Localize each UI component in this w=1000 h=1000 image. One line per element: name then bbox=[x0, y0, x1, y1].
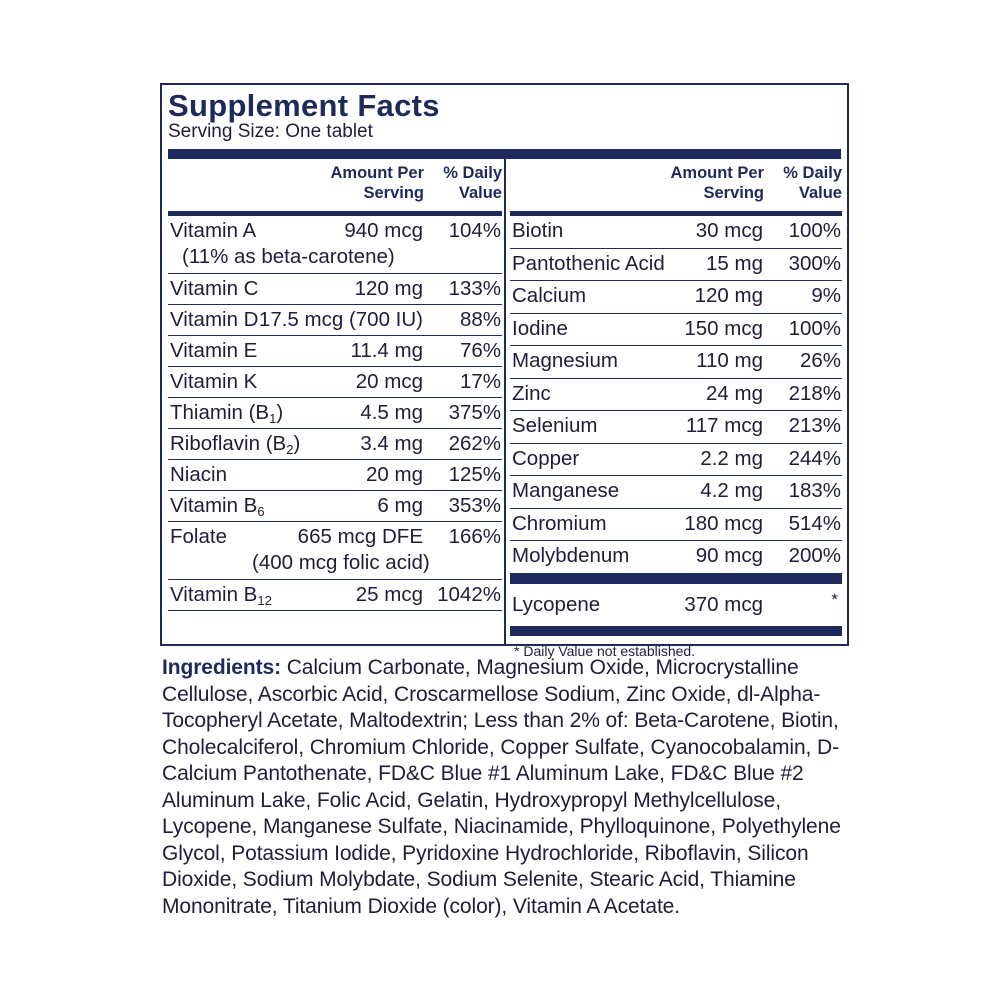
nutrient-row bbox=[168, 429, 502, 460]
nutrient-daily-value: 17% bbox=[459, 370, 501, 393]
nutrient-daily-value: 125% bbox=[448, 463, 501, 486]
right-nutrient-column bbox=[510, 159, 842, 660]
nutrient-name: Biotin bbox=[512, 219, 564, 242]
ingredients-list: Calcium Carbonate, Magnesium Oxide, Microcrystalline Cellulose, Ascorbic Acid, Croscarmellose Sodium, Zinc Oxide, dl-Alpha-Tocopheryl Acetate, Maltodextrin; Less than 2% of: Beta-Carotene, Biotin, Cholecalciferol, Chromium Chloride, Copper Sulfate, Cyanocobalamin, D-Calcium Pantothenate, FD&C Blue #1 Aluminum Lake, FD&C Blue #2 Aluminum Lake, Folic Acid, Gelatin, Hydroxypropyl Methylcellulose, Lycopene, Manganese Sulfate, Niacinamide, Phylloquinone, Polyethylene Glycol, Potassium Iodide, Pyridoxine Hydrochloride, Riboflavin, Silicon Dioxide, Sodium Molybdate, Sodium Selenite, Stearic Acid, Thiamine Mononitrate, Titanium Dioxide (color), Vitamin A Acetate. bbox=[162, 656, 841, 918]
nutrient-row bbox=[168, 398, 502, 429]
nutrient-daily-value: 200% bbox=[788, 544, 841, 567]
nutrient-daily-value: 353% bbox=[448, 494, 501, 517]
nutrient-amount: 3.4 mg bbox=[360, 432, 423, 455]
nutrient-daily-value: 26% bbox=[799, 349, 841, 372]
nutrient-daily-value: 88% bbox=[459, 308, 501, 331]
nutrient-name: Magnesium bbox=[512, 349, 618, 372]
nutrient-daily-value: * bbox=[831, 589, 838, 609]
bottom-divider-bar bbox=[510, 626, 842, 636]
nutrient-amount: 370 mcg bbox=[684, 592, 763, 616]
nutrient-name: Manganese bbox=[512, 479, 620, 502]
nutrient-row bbox=[510, 314, 842, 347]
nutrient-note: (400 mcg folic acid) bbox=[252, 551, 430, 574]
nutrient-amount: 4.2 mg bbox=[700, 479, 763, 502]
nutrient-name: Thiamin $(B_1)$ bbox=[170, 401, 284, 426]
nutrient-daily-value: 244% bbox=[788, 446, 841, 470]
right-rows bbox=[510, 216, 842, 574]
nutrient-row bbox=[510, 476, 842, 509]
nutrient-name: Vitamin E bbox=[170, 339, 258, 362]
nutrient-amount: 940 mcg bbox=[344, 219, 423, 242]
daily-value-header: % Daily Value bbox=[443, 164, 502, 202]
nutrient-row bbox=[168, 491, 502, 522]
nutrient-amount: 665 mcg DFE bbox=[297, 525, 423, 548]
amount-header: Amount Per Serving bbox=[670, 164, 764, 202]
nutrient-amount: 120 mg bbox=[354, 277, 423, 300]
nutrient-row bbox=[510, 379, 842, 412]
nutrient-name: Riboflavin $(B_2)$ bbox=[170, 432, 301, 457]
nutrient-daily-value: 76% bbox=[459, 339, 501, 362]
top-divider-bar bbox=[168, 149, 841, 159]
nutrient-row bbox=[510, 444, 842, 477]
nutrient-daily-value: 262% bbox=[448, 432, 501, 455]
footnote: * Daily Value not established. bbox=[514, 642, 696, 659]
nutrient-row bbox=[168, 216, 502, 274]
nutrient-amount: 20 mg bbox=[366, 463, 423, 486]
nutrient-name: Vitamin C bbox=[170, 277, 259, 300]
nutrient-amount: 2.2 mg bbox=[700, 446, 763, 470]
nutrient-daily-value: 375% bbox=[448, 401, 501, 424]
serving-size: Serving Size: One tablet bbox=[168, 121, 373, 142]
nutrient-row bbox=[510, 281, 842, 314]
nutrient-daily-value: 104% bbox=[448, 219, 501, 242]
nutrient-name: Zinc bbox=[512, 381, 551, 405]
nutrient-amount: 25 mcg bbox=[355, 583, 423, 606]
nutrient-name: Chromium bbox=[512, 511, 607, 535]
nutrient-name: Molybdenum bbox=[512, 544, 630, 567]
nutrient-row bbox=[168, 460, 502, 491]
lycopene-divider-bar bbox=[510, 574, 842, 584]
nutrient-daily-value: 514% bbox=[788, 511, 841, 535]
nutrient-row bbox=[168, 580, 502, 611]
nutrient-amount: 180 mcg bbox=[684, 511, 763, 535]
nutrient-amount: 30 mcg bbox=[695, 219, 763, 242]
nutrient-row bbox=[168, 522, 502, 580]
nutrient-amount: 15 mg bbox=[706, 251, 763, 275]
nutrient-row bbox=[510, 216, 842, 249]
nutrient-name: Copper bbox=[512, 446, 580, 470]
panel-title: Supplement Facts bbox=[168, 88, 440, 123]
nutrient-daily-value: 183% bbox=[788, 479, 841, 502]
column-divider bbox=[504, 159, 506, 644]
nutrient-daily-value: 166% bbox=[448, 525, 501, 548]
nutrient-row bbox=[510, 411, 842, 444]
amount-header: Amount Per Serving bbox=[330, 164, 424, 202]
nutrient-name: Vitamin K bbox=[170, 370, 258, 393]
nutrient-row bbox=[510, 249, 842, 282]
nutrient-row bbox=[168, 336, 502, 367]
nutrient-name: Selenium bbox=[512, 414, 598, 437]
nutrient-amount: 17.5 mcg (700 IU) bbox=[258, 308, 423, 331]
nutrient-amount: 120 mg bbox=[694, 284, 763, 307]
nutrient-amount: 110 mg bbox=[696, 349, 763, 372]
nutrient-amount: 24 mg bbox=[706, 381, 763, 405]
nutrient-row bbox=[168, 305, 502, 336]
nutrient-amount: 20 mcg bbox=[355, 370, 423, 393]
nutrient-name: Folate bbox=[170, 525, 227, 548]
nutrient-row bbox=[168, 367, 502, 398]
nutrient-name: Calcium bbox=[512, 284, 587, 307]
nutrient-daily-value: 9% bbox=[811, 284, 841, 307]
nutrient-note: (11% as beta-carotene) bbox=[182, 245, 395, 268]
nutrient-row bbox=[510, 509, 842, 542]
nutrient-row bbox=[510, 541, 842, 574]
nutrient-name: Iodine bbox=[512, 316, 568, 340]
left-column-header bbox=[168, 159, 502, 211]
nutrient-daily-value: 1042% bbox=[437, 583, 501, 606]
nutrient-daily-value: 133% bbox=[448, 277, 501, 300]
nutrient-row bbox=[510, 346, 842, 379]
nutrient-amount: 150 mcg bbox=[684, 316, 763, 340]
nutrient-name: Vitamin $B_{12}$ bbox=[170, 583, 272, 608]
nutrient-daily-value: 100% bbox=[788, 219, 841, 242]
lycopene-row bbox=[510, 584, 842, 626]
ingredients-label: Ingredients: bbox=[162, 656, 281, 679]
nutrient-amount: 117 mcg bbox=[685, 414, 763, 437]
nutrient-amount: 90 mcg bbox=[695, 544, 763, 567]
nutrient-name: Vitamin A bbox=[170, 219, 257, 242]
nutrient-amount: 6 mg bbox=[377, 494, 423, 517]
nutrient-name: Pantothenic Acid bbox=[512, 251, 665, 275]
supplement-facts-panel bbox=[160, 83, 849, 659]
nutrient-daily-value: 100% bbox=[788, 316, 841, 340]
nutrient-daily-value: 218% bbox=[788, 381, 841, 405]
nutrient-name: Niacin bbox=[170, 463, 227, 486]
nutrient-daily-value: 300% bbox=[788, 251, 841, 275]
nutrient-name: Vitamin $B_6$ bbox=[170, 494, 265, 519]
nutrient-row bbox=[168, 274, 502, 305]
nutrient-name: Vitamin D bbox=[170, 308, 259, 331]
nutrient-amount: 11.4 mg bbox=[350, 339, 423, 362]
left-nutrient-column bbox=[168, 159, 502, 611]
daily-value-header: % Daily Value bbox=[783, 164, 842, 202]
nutrient-name: Lycopene bbox=[512, 592, 601, 616]
nutrient-amount: 4.5 mg bbox=[360, 401, 423, 424]
right-column-header bbox=[510, 159, 842, 211]
nutrient-daily-value: 213% bbox=[788, 414, 841, 437]
ingredients-text bbox=[162, 655, 852, 920]
left-rows bbox=[168, 216, 502, 611]
